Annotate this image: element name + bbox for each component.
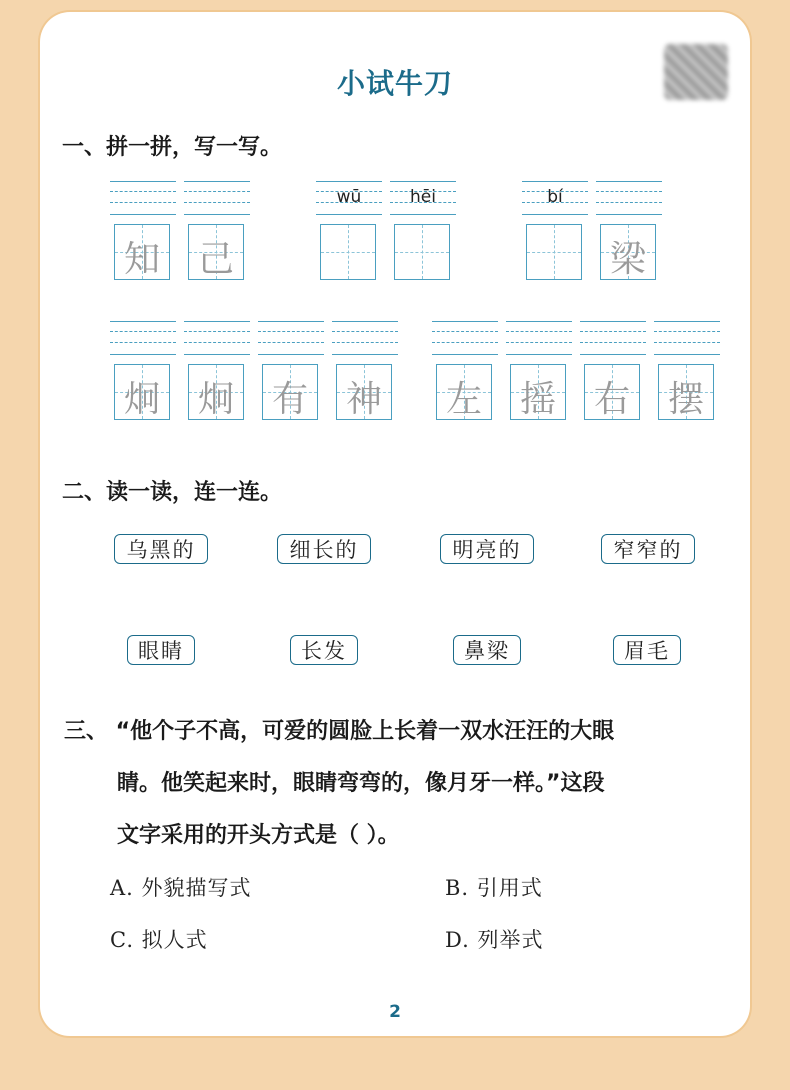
question3-line1: 三、 “他个子不高，可爱的圆脸上长着一双水汪汪的大眼 [64, 719, 615, 744]
character-box[interactable] [394, 224, 450, 280]
pinyin-line: hēi [390, 181, 456, 215]
pinyin-line [596, 181, 662, 215]
noun-card[interactable]: 鼻梁 [453, 635, 521, 665]
question3-line2: 睛。他笑起来时，眼睛弯弯的，像月牙一样。”这段 [117, 771, 605, 796]
page-title: 小试牛刀 [336, 67, 453, 100]
character-box[interactable]: 摇 [510, 364, 566, 420]
character-box[interactable]: 摆 [658, 364, 714, 420]
pinyin-line [580, 321, 646, 355]
adjective-card[interactable]: 窄窄的 [601, 534, 695, 564]
character-box[interactable]: 炯 [188, 364, 244, 420]
qr-code-icon [664, 44, 728, 100]
pinyin-line [184, 321, 250, 355]
section2-heading: 二、读一读，连一连。 [62, 480, 283, 505]
pinyin-line [332, 321, 398, 355]
character-box[interactable] [526, 224, 582, 280]
pinyin-line: wū [316, 181, 382, 215]
character-box[interactable]: 有 [262, 364, 318, 420]
character-box[interactable]: 知 [114, 224, 170, 280]
pinyin-line: bí [522, 181, 588, 215]
character-box[interactable]: 梁 [600, 224, 656, 280]
adjective-card[interactable]: 乌黑的 [114, 534, 208, 564]
pinyin-line [432, 321, 498, 355]
noun-card[interactable]: 长发 [290, 635, 358, 665]
character-box[interactable]: 右 [584, 364, 640, 420]
noun-card[interactable]: 眼睛 [127, 635, 195, 665]
character-box[interactable]: 己 [188, 224, 244, 280]
character-box[interactable]: 炯 [114, 364, 170, 420]
option-c[interactable]: C. 拟人式 [110, 928, 208, 952]
pinyin-line [110, 321, 176, 355]
noun-card[interactable]: 眉毛 [613, 635, 681, 665]
option-d[interactable]: D. 列举式 [445, 928, 544, 952]
character-box[interactable]: 神 [336, 364, 392, 420]
page-number: 2 [389, 1002, 401, 1022]
pinyin-line [184, 181, 250, 215]
option-b[interactable]: B. 引用式 [445, 876, 543, 900]
character-box[interactable] [320, 224, 376, 280]
character-box[interactable]: 左 [436, 364, 492, 420]
section1-heading: 一、拼一拼，写一写。 [62, 135, 283, 160]
pinyin-line [506, 321, 572, 355]
adjective-card[interactable]: 明亮的 [440, 534, 534, 564]
option-a[interactable]: A. 外貌描写式 [110, 876, 252, 900]
question3-line3: 文字采用的开头方式是（ ）。 [117, 823, 400, 848]
pinyin-line [258, 321, 324, 355]
pinyin-line [654, 321, 720, 355]
pinyin-line [110, 181, 176, 215]
adjective-card[interactable]: 细长的 [277, 534, 371, 564]
